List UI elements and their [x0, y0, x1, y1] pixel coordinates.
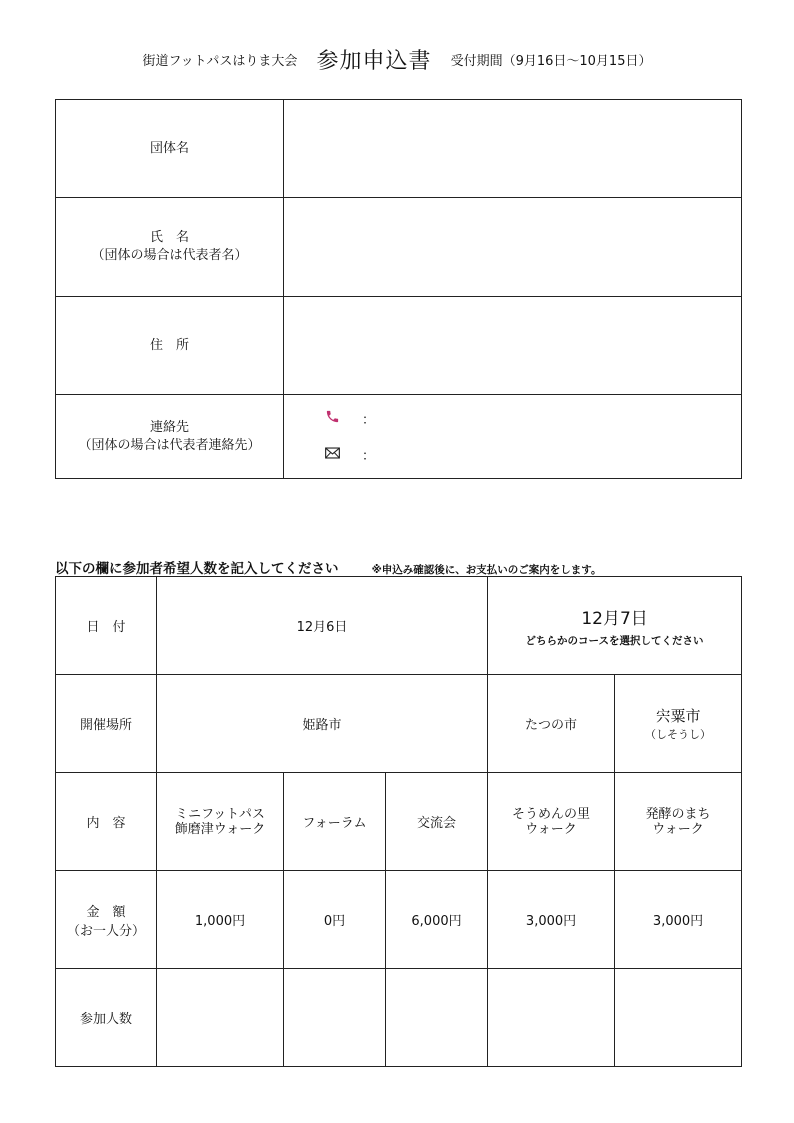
payment-note: ※申込み確認後に、お支払いのご案内をします。	[371, 564, 602, 576]
envelope-icon	[324, 447, 340, 463]
group-name-field[interactable]	[284, 100, 742, 198]
fee-label: 金 額 （お一人分）	[56, 871, 157, 969]
event-name: 街道フットパスはりま大会	[142, 54, 298, 69]
venue-himeji: 姫路市	[157, 675, 488, 773]
count-mini-footpath[interactable]	[157, 969, 284, 1067]
day2-cell	[488, 577, 742, 675]
date-label: 日 付	[56, 577, 157, 675]
form-header	[0, 44, 794, 75]
day1-date: 12月6日	[157, 577, 488, 675]
applicant-table	[55, 99, 742, 479]
fee-social: 6,000円	[386, 871, 488, 969]
day2-date: 12月7日	[581, 608, 648, 629]
fee-somen-walk: 3,000円	[488, 871, 615, 969]
phone-row[interactable]: ：	[324, 401, 741, 437]
name-field[interactable]	[284, 198, 742, 297]
instruction-note	[55, 557, 601, 577]
name-label: 氏 名 （団体の場合は代表者名）	[56, 198, 284, 297]
day2-note: どちらかのコースを選択してください	[525, 634, 704, 647]
instruction-text: 以下の欄に参加者希望人数を記入してください	[55, 561, 339, 577]
address-field[interactable]	[284, 297, 742, 395]
content-mini-footpath: ミニフットパス 飾磨津ウォーク	[157, 773, 284, 871]
count-hakko-walk[interactable]	[615, 969, 742, 1067]
fee-forum: 0円	[284, 871, 386, 969]
content-social: 交流会	[386, 773, 488, 871]
mail-row[interactable]: ：	[324, 437, 741, 473]
content-hakko-walk: 発酵のまち ウォーク	[615, 773, 742, 871]
contact-label: 連絡先 （団体の場合は代表者連絡先）	[56, 395, 284, 479]
count-social[interactable]	[386, 969, 488, 1067]
contact-field[interactable]	[284, 395, 742, 479]
group-name-label: 団体名	[56, 100, 284, 198]
venue-label: 開催場所	[56, 675, 157, 773]
participant-count-label: 参加人数	[56, 969, 157, 1067]
venue-shiso: 宍粟市 （しそうし）	[615, 675, 742, 773]
fee-hakko-walk: 3,000円	[615, 871, 742, 969]
phone-icon	[324, 409, 340, 428]
venue-tatsuno: たつの市	[488, 675, 615, 773]
count-somen-walk[interactable]	[488, 969, 615, 1067]
content-forum: フォーラム	[284, 773, 386, 871]
content-label: 内 容	[56, 773, 157, 871]
address-label: 住 所	[56, 297, 284, 395]
fee-mini-footpath: 1,000円	[157, 871, 284, 969]
count-forum[interactable]	[284, 969, 386, 1067]
page-title: 参加申込書	[316, 49, 432, 74]
content-somen-walk: そうめんの里 ウォーク	[488, 773, 615, 871]
reception-period: 受付期間（9月16日〜10月15日）	[450, 54, 652, 69]
schedule-table	[55, 576, 742, 1067]
